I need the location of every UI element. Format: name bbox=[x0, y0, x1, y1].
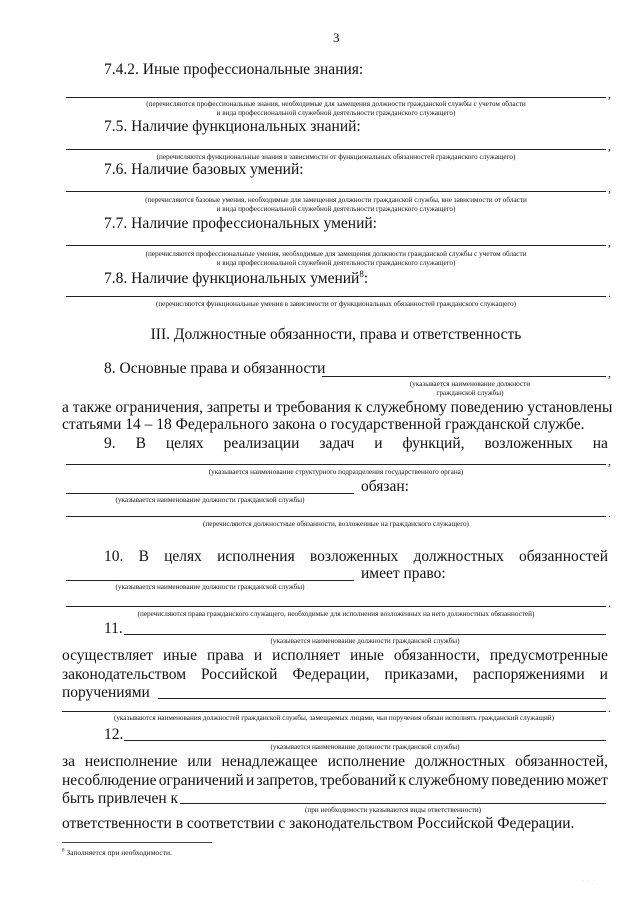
line-end-comma: , bbox=[608, 366, 611, 380]
word: целях bbox=[164, 548, 202, 565]
word: Российской bbox=[201, 666, 278, 683]
heading-7-4-2: 7.4.2. Иные профессиональные знания: bbox=[104, 61, 364, 78]
word: В bbox=[135, 435, 146, 452]
word: должностных bbox=[414, 753, 506, 770]
caption-7-8: (перечисляются функциональные умения в зависимости от функциональных обязанностей гражданского служащего) bbox=[155, 300, 517, 308]
fill-line-item-12-position bbox=[124, 740, 606, 741]
line-end-period: . bbox=[608, 506, 611, 520]
word: и bbox=[374, 435, 383, 452]
word: функций, bbox=[402, 435, 465, 452]
line-end-period: . bbox=[608, 701, 611, 715]
word: запретов, bbox=[256, 772, 318, 789]
heading-7-5: 7.5. Наличие функциональных знаний: bbox=[104, 118, 361, 135]
heading-7-8-text: 7.8. Наличие функциональных умений bbox=[104, 270, 360, 288]
heading-7-8 bbox=[104, 269, 368, 288]
item-9-obliged: обязан: bbox=[361, 478, 409, 495]
word: несоблюдение bbox=[62, 772, 157, 789]
item-11-line-3: поручениями bbox=[62, 684, 150, 701]
word: ограничений bbox=[158, 772, 244, 789]
fill-line-item-12-liability bbox=[180, 803, 606, 804]
line-end-comma: . bbox=[608, 286, 611, 300]
caption-7-4-2-a: (перечисляются профессиональные знания, необходимые для замещения должности гражданской службы с учетом области bbox=[146, 100, 526, 108]
word: неисполнение bbox=[84, 753, 178, 770]
word: 9. bbox=[104, 435, 116, 452]
caption-item-12-liability: (при необходимости указываются виды ответственности) bbox=[305, 806, 481, 814]
footnote-mark: 8 bbox=[62, 848, 65, 854]
word: и bbox=[253, 647, 263, 664]
line-end-comma: , bbox=[608, 87, 611, 101]
fill-line-item-10-rights bbox=[66, 606, 606, 607]
word: распоряжениями bbox=[473, 666, 585, 683]
word: Федерации, bbox=[292, 666, 370, 683]
fill-line-item-11-position bbox=[124, 634, 606, 635]
line-end-period: . bbox=[608, 596, 611, 610]
word: иные bbox=[350, 647, 384, 664]
word: приказами, bbox=[384, 666, 459, 683]
word: поведению bbox=[491, 772, 565, 789]
caption-item-11-position: (указывается наименование должности гражданской службы) bbox=[270, 637, 460, 645]
footnote-separator bbox=[62, 842, 212, 843]
caption-item-9-position: (указывается наименование должности гражданской службы) bbox=[115, 496, 305, 504]
heading-7-6: 7.6. Наличие базовых умений: bbox=[104, 161, 304, 178]
caption-item-8-a: (указывается наименование должности bbox=[409, 380, 531, 388]
fill-line-item-11-instructions-a bbox=[158, 698, 606, 699]
word: на bbox=[592, 435, 608, 452]
item-12-line-1 bbox=[62, 753, 608, 771]
scan-artifact: · · · bbox=[582, 878, 596, 884]
item-12-line-3: быть привлечен к bbox=[62, 790, 179, 807]
word: исполнение bbox=[327, 753, 405, 770]
word: исполнения bbox=[217, 548, 295, 565]
word: к bbox=[398, 772, 407, 789]
caption-7-5: (перечисляются функциональные знания в зависимости от функциональных обязанностей гражданского служащего) bbox=[156, 153, 516, 161]
chapter-title: III. Должностные обязанности, права и ответственность bbox=[150, 326, 522, 343]
word: возложенных bbox=[309, 548, 399, 565]
caption-7-7-a: (перечисляются профессиональные умения, необходимые для замещения должности гражданской службы с учетом области bbox=[145, 250, 527, 258]
word: может bbox=[566, 772, 608, 789]
page-number: 3 bbox=[333, 30, 340, 45]
line-end-comma: , bbox=[608, 181, 611, 195]
word: должностных bbox=[413, 548, 504, 565]
caption-item-11-instructions: (указываются наименования должностей гражданской службы, замещаемых лицами, чьи поручения обязан исполнять гражданский служащий) bbox=[113, 714, 555, 722]
word: иные bbox=[163, 647, 197, 664]
caption-item-10-rights: (перечисляются права гражданского служащего, необходимые для исполнения возложенных на него должностных обязанностей) bbox=[137, 610, 535, 618]
item-8-lead: 8. Основные права и обязанности bbox=[104, 360, 326, 377]
word: обязанностей bbox=[519, 548, 608, 565]
word: предусмотренные bbox=[489, 647, 608, 664]
fill-line-7-6 bbox=[66, 191, 606, 192]
word: и bbox=[245, 772, 255, 789]
fill-line-7-8 bbox=[66, 296, 606, 297]
fill-line-item-9-position bbox=[66, 493, 354, 494]
word: 10. bbox=[104, 548, 124, 565]
fill-line-7-5 bbox=[66, 149, 606, 150]
item-12-line-4: ответственности в соответствии с законодательством Российской Федерации. bbox=[62, 815, 575, 832]
caption-7-4-2-b: и вида профессиональной служебной деятельности гражданского служащего) bbox=[216, 109, 456, 117]
word: целях bbox=[165, 435, 204, 452]
word: реализации bbox=[223, 435, 300, 452]
line-end-comma: , bbox=[608, 235, 611, 249]
word: возложенных bbox=[484, 435, 573, 452]
fill-line-item-9-duties bbox=[66, 516, 606, 517]
caption-7-6-b: и вида профессиональной служебной деятельности гражданского служащего) bbox=[216, 205, 456, 213]
fill-line-item-9-org bbox=[66, 464, 606, 465]
word: исполняет bbox=[272, 647, 340, 664]
item-9-line bbox=[104, 435, 608, 453]
item-10-line bbox=[104, 548, 608, 566]
caption-item-8-b: гражданской службы) bbox=[436, 389, 504, 397]
item-11-number: 11. bbox=[104, 620, 123, 637]
caption-7-6-a: (перечисляются базовые умения, необходимые для замещения должности гражданской службы, вне зависимости от области bbox=[145, 196, 527, 204]
fill-line-item-11-instructions-b bbox=[62, 711, 606, 712]
word: обязанности, bbox=[393, 647, 480, 664]
word: требований bbox=[320, 772, 397, 789]
item-8-text-1: а также ограничения, запреты и требования к служебному поведению установлены bbox=[62, 399, 613, 416]
item-11-line-1 bbox=[62, 647, 608, 665]
word: или bbox=[187, 753, 212, 770]
fill-line-item-8 bbox=[322, 376, 606, 377]
fill-line-item-10-position bbox=[66, 580, 354, 581]
fill-line-7-7 bbox=[66, 245, 606, 246]
item-10-rights: имеет право: bbox=[361, 565, 446, 582]
word: осуществляет bbox=[62, 647, 154, 664]
item-8-text-2: статьями 14 – 18 Федерального закона о государственной гражданской службе. bbox=[62, 416, 585, 433]
word: служебному bbox=[408, 772, 490, 789]
caption-item-10-position: (указывается наименование должности гражданской службы) bbox=[115, 583, 305, 591]
item-12-number: 12. bbox=[104, 726, 124, 743]
word: права bbox=[206, 647, 244, 664]
heading-7-7: 7.7. Наличие профессиональных умений: bbox=[104, 215, 377, 232]
caption-item-12-position: (указывается наименование должности гражданской службы) bbox=[270, 743, 460, 751]
word: за bbox=[62, 753, 76, 770]
heading-7-8-suffix: : bbox=[363, 270, 369, 288]
item-12-line-2 bbox=[62, 772, 608, 790]
word: и bbox=[599, 666, 608, 683]
word: В bbox=[138, 548, 149, 565]
footnote-text: Заполняется при необходимости. bbox=[66, 848, 172, 857]
caption-item-9-org: (указывается наименование структурного подразделения государственного органа) bbox=[208, 468, 464, 476]
line-end-comma: , bbox=[608, 139, 611, 153]
fill-line-7-4-2 bbox=[66, 97, 606, 98]
caption-item-9-duties: (перечисляются должностные обязанности, возложенные на гражданского служащего) bbox=[203, 520, 469, 528]
word: ненадлежащее bbox=[221, 753, 318, 770]
word: обязанностей, bbox=[515, 753, 608, 770]
line-end-comma: , bbox=[608, 454, 611, 468]
word: законодательством bbox=[62, 666, 187, 683]
word: задач bbox=[319, 435, 355, 452]
item-11-line-2 bbox=[62, 666, 608, 684]
caption-7-7-b: и вида профессиональной служебной деятельности гражданского служащего) bbox=[216, 259, 456, 267]
footnote-ref: 8 bbox=[359, 269, 364, 279]
footnote bbox=[62, 848, 172, 857]
